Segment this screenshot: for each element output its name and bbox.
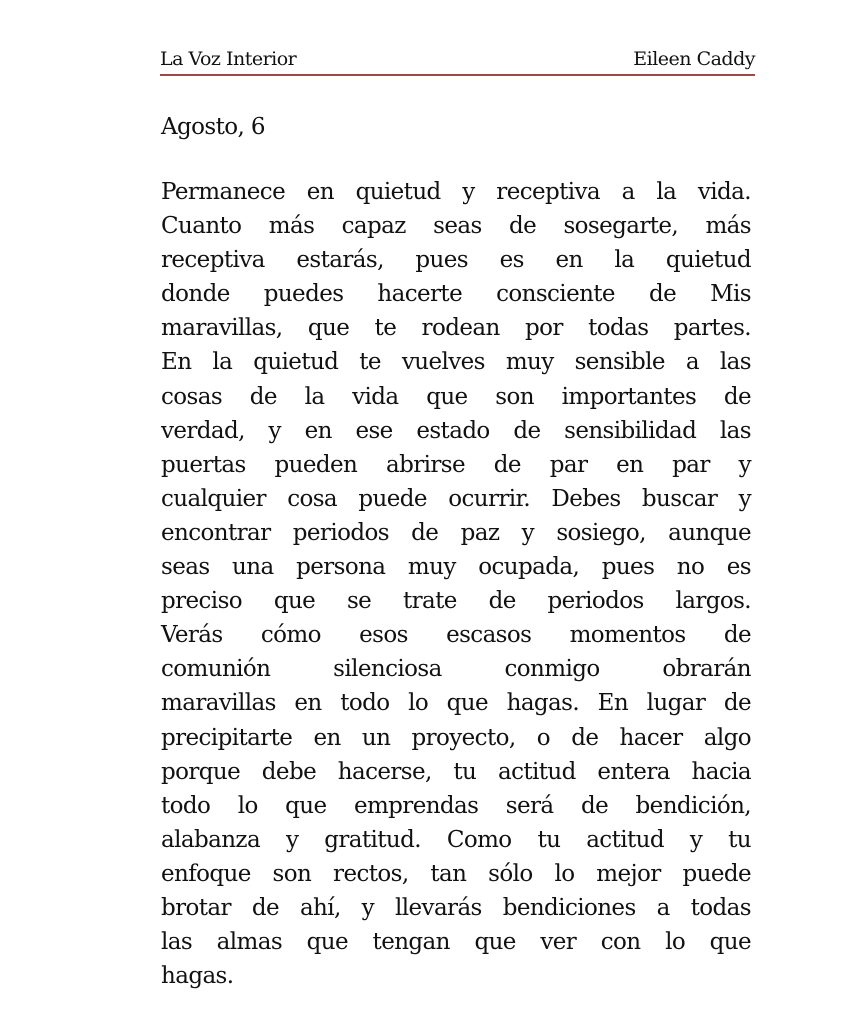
entry-body [161, 175, 751, 993]
body-line: comunión silenciosa conmigo obrarán [161, 656, 751, 683]
header-divider [160, 74, 755, 76]
body-line: alabanza y gratitud. Como tu actitud y tu [161, 826, 751, 853]
body-line: seas una persona muy ocupada, pues no es [161, 554, 751, 581]
body-line: receptiva estarás, pues es en la quietud [161, 247, 751, 274]
entry-date: Agosto, 6 [161, 114, 265, 140]
body-line: precipitarte en un proyecto, o de hacer algo [161, 724, 751, 751]
body-line: brotar de ahí, y llevarás bendiciones a todas [161, 894, 751, 921]
body-line: hagas. [161, 963, 234, 990]
body-line: porque debe hacerse, tu actitud entera hacia [161, 758, 751, 785]
body-line: puertas pueden abrirse de par en par y [161, 451, 751, 478]
body-line: Cuanto más capaz seas de sosegarte, más [161, 213, 751, 240]
body-line: Permanece en quietud y receptiva a la vida. [161, 179, 751, 205]
body-line: verdad, y en ese estado de sensibilidad las [161, 417, 751, 444]
running-header [160, 44, 755, 74]
body-line: preciso que se trate de periodos largos. [161, 588, 751, 615]
body-line: donde puedes hacerte consciente de Mis [161, 281, 751, 308]
body-line: cualquier cosa puede ocurrir. Debes buscar y [161, 485, 751, 512]
body-line: maravillas en todo lo que hagas. En lugar de [161, 690, 751, 717]
body-line: encontrar periodos de paz y sosiego, aunque [161, 519, 751, 546]
body-line: cosas de la vida que son importantes de [161, 383, 751, 410]
book-title: La Voz Interior [160, 48, 297, 70]
body-line: En la quietud te vuelves muy sensible a las [161, 349, 751, 376]
body-line: todo lo que emprendas será de bendición, [161, 792, 751, 819]
author-name: Eileen Caddy [633, 48, 755, 70]
body-line: enfoque son rectos, tan sólo lo mejor puede [161, 860, 751, 887]
body-line: las almas que tengan que ver con lo que [161, 929, 751, 956]
body-line: maravillas, que te rodean por todas partes. [161, 315, 751, 342]
body-line: Verás cómo esos escasos momentos de [161, 622, 751, 649]
